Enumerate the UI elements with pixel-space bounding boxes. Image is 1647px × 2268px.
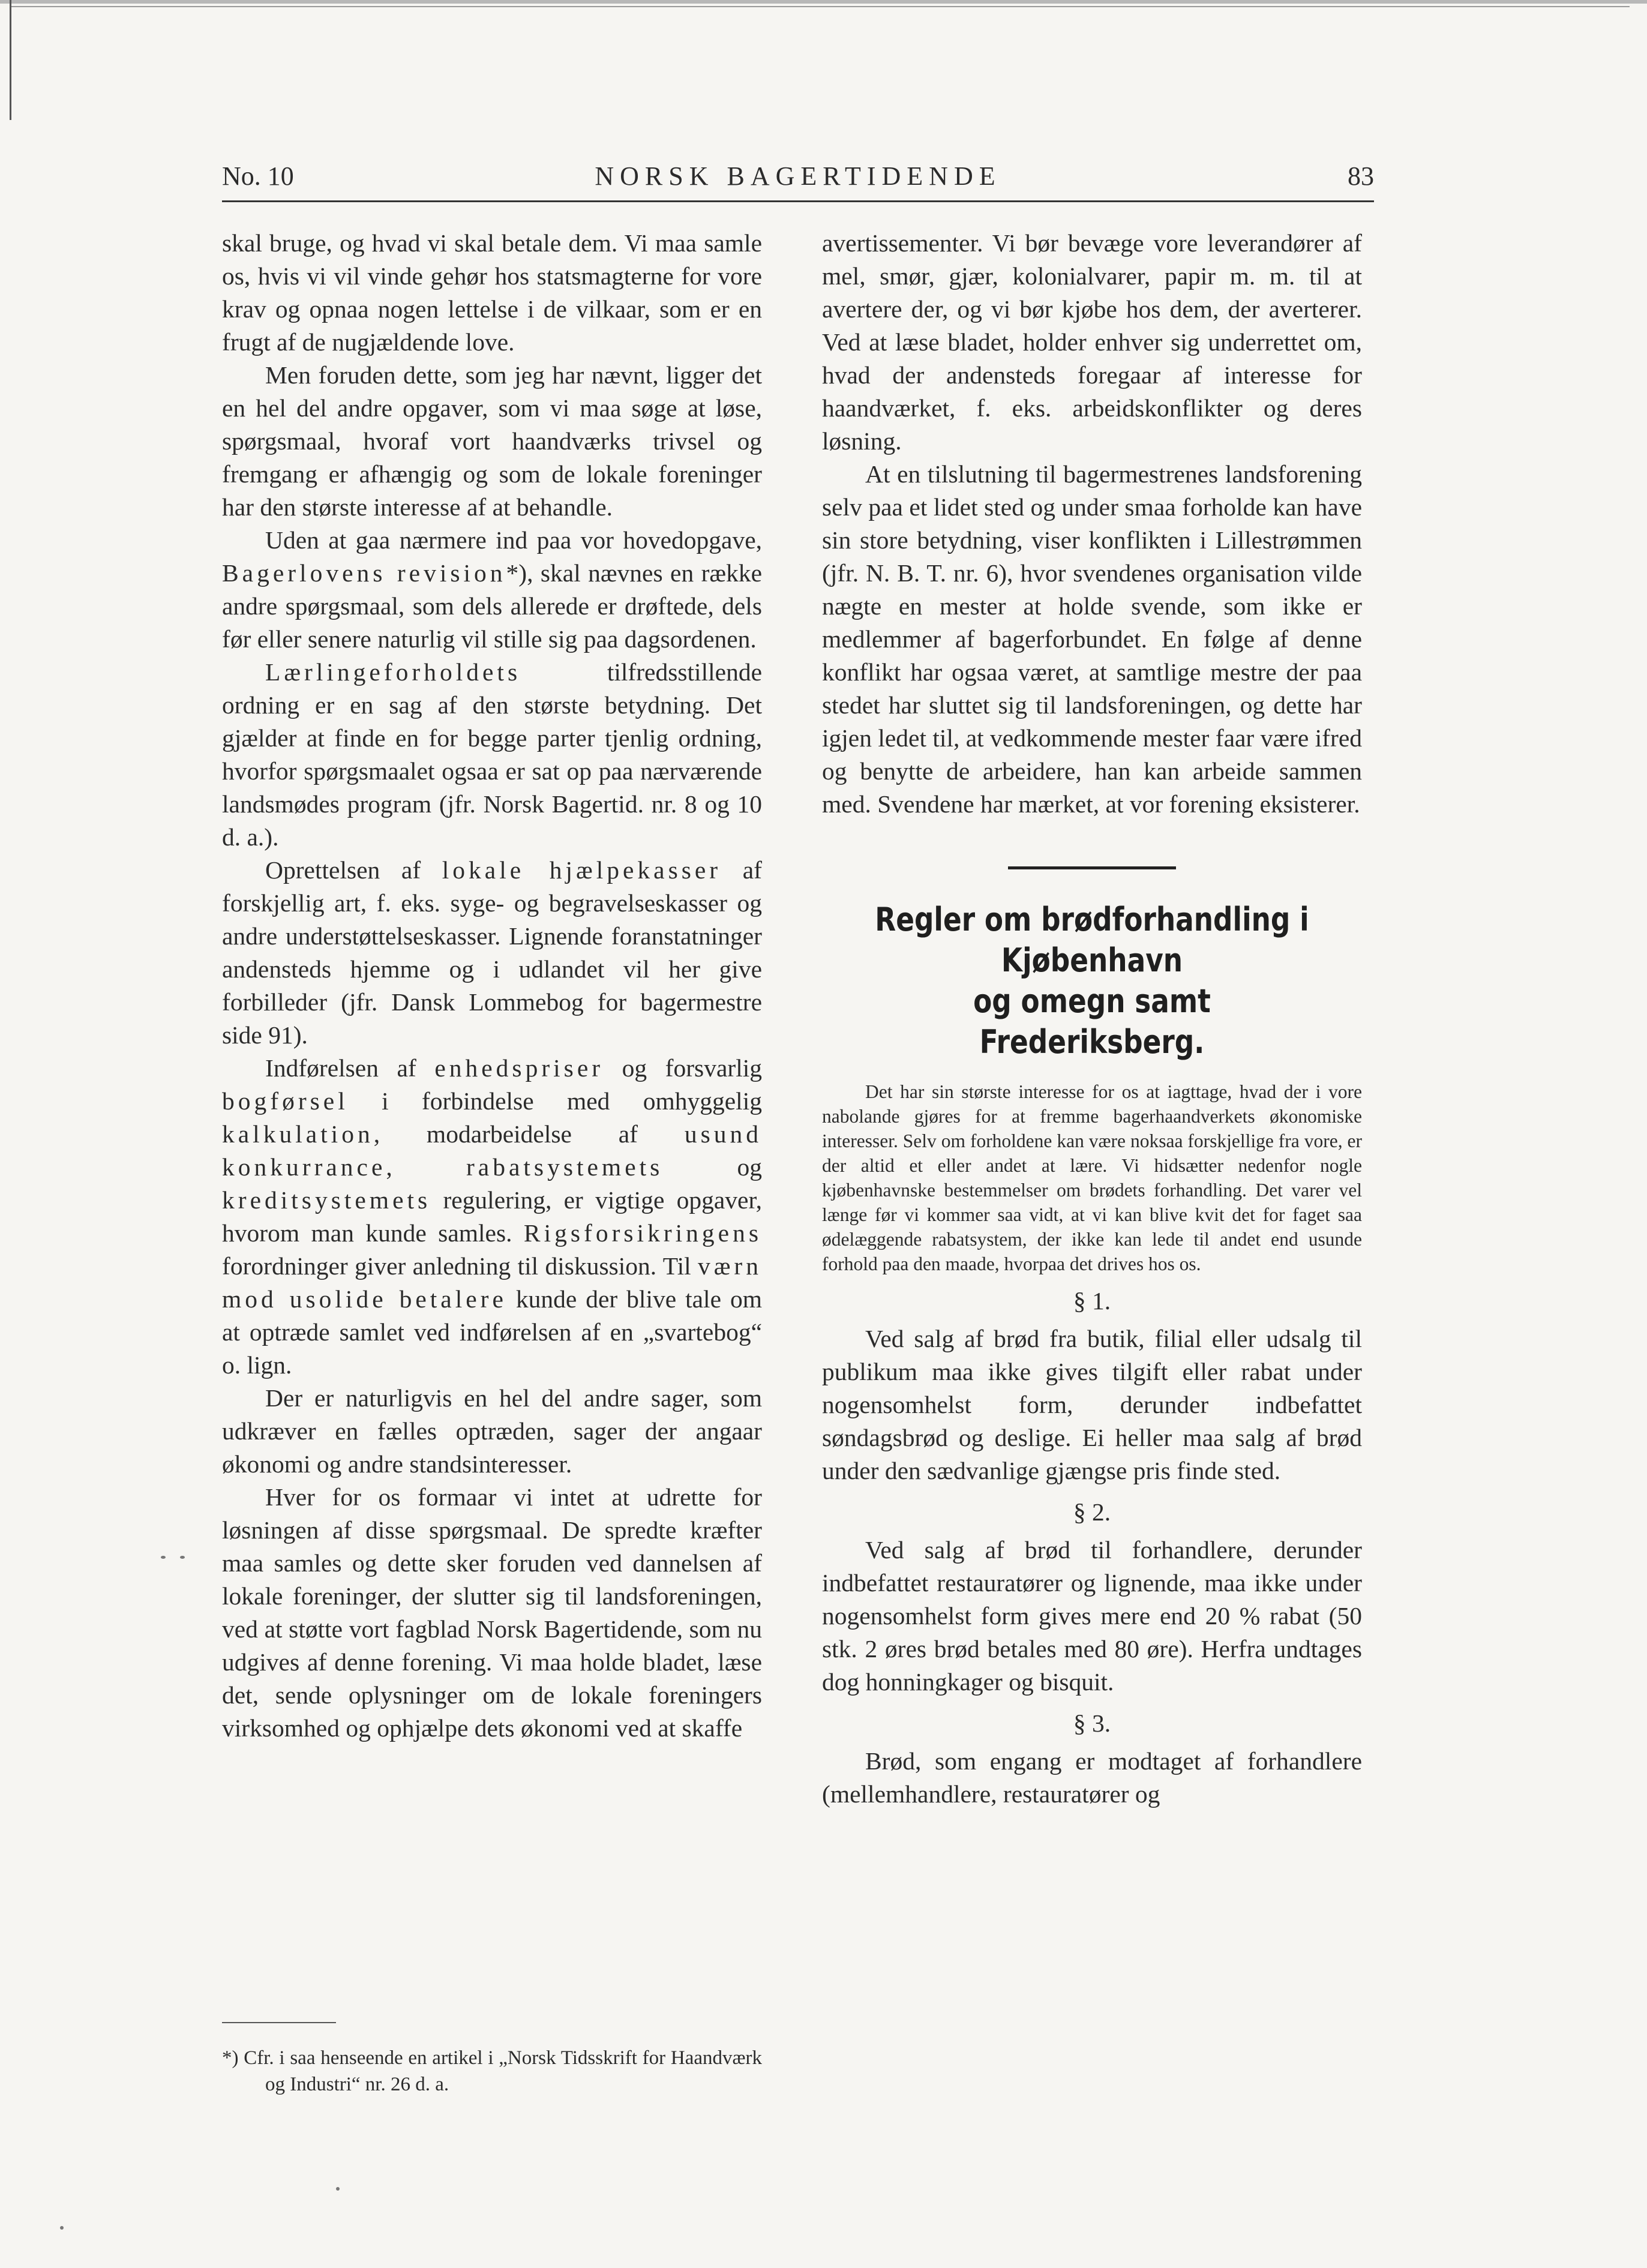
footnote-rule: [222, 2022, 336, 2023]
spaced-term: kalkulation: [222, 1120, 374, 1148]
intro-text: Det har sin største interesse for os at iagttage, hvad der i vore nabolande gjøres for at fremme bagerhaandverkets økonomiske interesser. Selv om forholdene kan være noksaa forskjellige fra vore, er der altid et eller andet at lære. Vi hidsætter nedenfor nogle kjøbenhavnske bestemmelser om brødets forhandling. Det varer vel længe før vi kommer saa vidt, at vi kan blive kvit det for faget saa ødelæggende rabatsystem, der ikke kan lede til andet end usunde forhold paa den maade, hvorpaa det drives hos os.: [822, 1081, 1362, 1274]
scan-border-top: [0, 0, 1647, 4]
text-run: kunde der blive tale om at optræde samlet ved indførelsen af en „svartebog“ o. lign.: [222, 1285, 762, 1379]
left-column: [222, 227, 762, 1943]
section-title: § 3.: [1073, 1709, 1111, 1737]
text-run: regulering, er vigtige opgaver, hvorom man kunde samles.: [222, 1186, 762, 1247]
article-intro: [822, 1079, 1362, 1276]
spaced-term: bogførsel: [222, 1087, 349, 1115]
text-run: Uden at gaa nærmere ind paa vor hovedopgave,: [265, 526, 762, 554]
text-run: *), skal nævnes en række andre spørgsmaal, som dels allerede er drøftede, dels før eller senere naturlig vil stille sig paa dagsordenen.: [222, 559, 763, 653]
spaced-term: enhedspriser: [434, 1054, 604, 1082]
text-run: , modarbeidelse af: [373, 1120, 685, 1148]
issue-number: No. 10: [222, 161, 294, 191]
spaced-term: usund konkurrance: [222, 1120, 762, 1181]
section-text: Brød, som engang er modtaget af forhandlere (mellemhandlere, restauratører og: [822, 1747, 1362, 1808]
scan-border-left: [10, 0, 11, 120]
text-run: forordninger giver anledning til diskussion. Til: [222, 1252, 698, 1280]
paragraph: Der er naturligvis en hel del andre sager, som udkræver en fælles optræden, sager der angaar økonomi og andre standsinteresser.: [222, 1384, 762, 1478]
spaced-term: lokale hjælpekasser: [442, 856, 722, 884]
paragraph: Hver for os formaar vi intet at udrette for løsningen af disse spørgsmaal. De spredte kræfter maa samles og dette sker foruden ved dannelsen af lokale foreninger, der slutter sig til landsforeningen, ved at støtte vort fagblad Norsk Bagertidende, som nu udgives af denne forening. Vi maa holde bladet, læse det, sende oplysninger om de lokale foreningers virksomhed og ophjælpe dets økonomi ved at skaffe: [222, 1483, 762, 1742]
page-header: [222, 161, 1374, 197]
spaced-term: Lærlingeforholdets: [265, 658, 521, 686]
spaced-term: Bagerlovens revision: [222, 559, 506, 587]
article-headline: [865, 899, 1319, 1063]
section-text: Ved salg af brød til forhandlere, derunder indbefattet restauratører og lignende, maa ikke under nogensomhelst form gives mere end 20 % rabat (50 stk. 2 øres brød betales med 80 øre). Herfra undtages dog honningkager og bisquit.: [822, 1536, 1362, 1696]
text-run: i forbindelse med omhyggelig: [348, 1087, 762, 1115]
text-run: ,: [386, 1153, 466, 1181]
text-run: og forsvarlig: [604, 1054, 763, 1082]
text-run: af forskjellig art, f. eks. syge- og begravelseskasser og andre understøttelseskasser. Lignende foranstatninger andensteds hjemme og i udlandet vil her give forbilleder (jfr. Dansk Lommebog for bagermestre side 91).: [222, 856, 762, 1049]
paragraph: skal bruge, og hvad vi skal betale dem. Vi maa samle os, hvis vi vil vinde gehør hos statsmagterne for vore krav og opnaa nogen lettelse i de vilkaar, som er en frugt af de nugjældende love.: [222, 229, 762, 356]
section-text: Ved salg af brød fra butik, filial eller udsalg til publikum maa ikke gives tilgift eller rabat under nogensomhelst form, derunder indbefattet søndagsbrød og deslige. Ei heller maa salg af brød under den sædvanlige gjængse pris finde sted.: [822, 1325, 1362, 1484]
rules-list: [822, 1285, 1362, 1811]
headline-line: Regler om brødforhandling i Kjøbenhavn: [875, 901, 1309, 979]
text-run: Oprettelsen af: [265, 856, 442, 884]
header-rule: [222, 200, 1374, 202]
scan-border-line: [10, 6, 1630, 7]
right-column: [822, 227, 1362, 2135]
scan-speck: [161, 1556, 166, 1559]
section-title: § 2.: [1073, 1498, 1111, 1526]
spaced-term: rabatsystemets: [466, 1153, 664, 1181]
scan-speck: [336, 2187, 340, 2191]
footnote-text: *) Cfr. i saa henseende en artikel i „Norsk Tidsskrift for Haandværk og Industri“ nr. 26 d. a.: [222, 2047, 762, 2095]
spaced-term: Rigsforsikringens: [523, 1219, 762, 1247]
spaced-term: værn mod usolide betalere: [222, 1252, 762, 1313]
paragraph: [222, 1052, 762, 1382]
footnote: [222, 2045, 762, 2098]
text-run: tilfredsstillende ordning er en sag af den største betydning. Det gjælder at finde en for begge parter tjenlig ordning, hvorfor spørgsmaalet ogsaa er sat op paa nærværende landsmødes program (jfr. Norsk Bagertid. nr. 8 og 10 d. a.).: [222, 658, 762, 851]
newspaper-title: NORSK BAGERTIDENDE: [595, 161, 1001, 191]
scan-speck: [60, 2226, 64, 2230]
section-title: § 1.: [1073, 1287, 1111, 1315]
paragraph: [222, 854, 762, 1052]
paragraph: Men foruden dette, som jeg har nævnt, ligger det en hel del andre opgaver, som vi maa søge at løse, spørgsmaal, hvoraf vort haandværks trivsel og fremgang er afhængig og som de lokale foreninger har den største interesse af at behandle.: [222, 361, 762, 521]
section-divider: [1008, 866, 1176, 869]
scan-speck: [180, 1556, 185, 1559]
text-run: og: [663, 1153, 763, 1181]
page-number: 83: [1348, 161, 1374, 191]
paragraph: [222, 656, 762, 854]
text-run: Indførelsen af: [265, 1054, 435, 1082]
paragraph: [222, 524, 762, 656]
spaced-term: kreditsystemets: [222, 1186, 431, 1214]
paragraph: At en tilslutning til bagermestrenes landsforening selv paa et lidet sted og under smaa forholde kan have sin store betydning, viser konflikten i Lillestrømmen (jfr. N. B. T. nr. 6), hvor svendenes organisation vilde nægte en mester at holde svende, som ikke er medlemmer af bagerforbundet. En følge af denne konflikt har ogsaa været, at samtlige mestre der paa stedet har sluttet sig til landsforeningen, og dette har igjen ledet til, at vedkommende mester faar være ifred og benytte de arbeidere, han kan arbeide sammen med. Svendene har mærket, at vor forening eksisterer.: [822, 460, 1362, 818]
headline-line: og omegn samt Frederiksberg.: [973, 982, 1211, 1061]
paragraph: avertissementer. Vi bør bevæge vore leverandører af mel, smør, gjær, kolonialvarer, papir m. m. til at avertere der, og vi bør kjøbe hos dem, der averterer. Ved at læse bladet, holder enhver sig underrettet om, hvad der andensteds foregaar af interesse for haandværket, f. eks. arbeidskonflikter og deres løsning.: [822, 229, 1362, 455]
